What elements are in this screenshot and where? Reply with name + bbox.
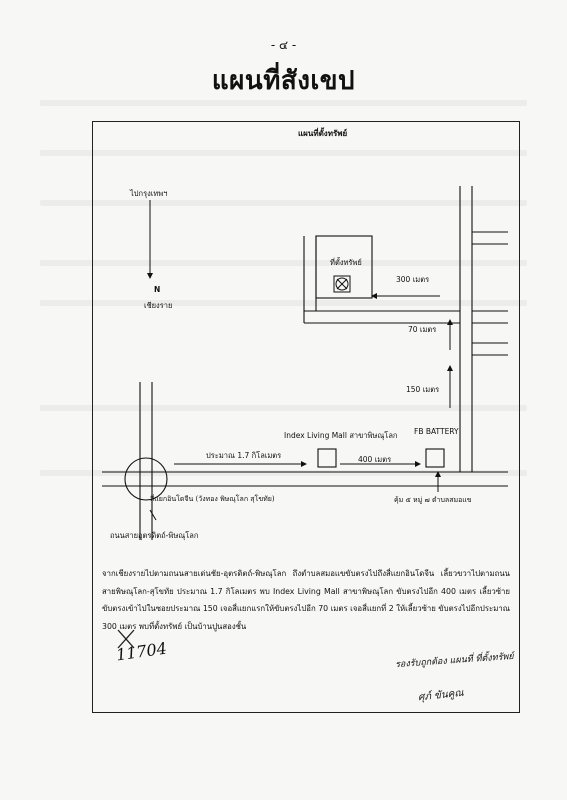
- label-400m: 400 เมตร: [358, 455, 392, 464]
- roundabout: [125, 458, 167, 500]
- label-chiang-rai: เชียงราย: [144, 301, 173, 310]
- label-70m: 70 เมตร: [408, 325, 437, 334]
- label-road: ถนนสายอุตรดิตถ์-พิษณุโลก: [110, 531, 199, 540]
- certification-note: รองรับถูกต้อง แผนที่ ที่ตั้งทรัพย์: [394, 651, 515, 671]
- label-1-7km: ประมาณ 1.7 กิโลเมตร: [206, 451, 282, 460]
- intersection-pointer: [150, 510, 156, 520]
- north-label: N: [154, 285, 161, 294]
- map-heading: แผนที่ตั้งทรัพย์: [298, 129, 348, 138]
- label-to-bangkok: ไปกรุงเทพฯ: [130, 189, 168, 198]
- route-description: จากเชียงรายไปตามถนนสายเด่นชัย-อุตรดิตถ์-พิษณุโลก ถึงตำบลสมอแขขับตรงไปถึงสี่แยกอินโดจีน เลี้ยวขวาไปตามถนนสายพิษณุโลก-สุโขทัย ประมาณ 1.7 กิโลเมตร พบ Index Living Mall สาขาพิษณุโลก ขับตรงไปอีก 400 เมตร เลี้ยวซ้าย ขับตรงเข้าไปในซอยประมาณ 150 เจอสี่แยกแรกให้ขับตรงไปอีก 70 เมตร เจอสี่แยกที่ 2 ให้เลี้ยวซ้าย ขับตรงไปอีกประมาณ 300 เมตร พบที่ตั้งทรัพย์ เป็นบ้านปูนสองชั้น: [102, 569, 510, 631]
- label-300m: 300 เมตร: [396, 275, 430, 284]
- fb-battery-box: [426, 449, 444, 467]
- label-village: คุ้ม ๕ หมู่ ๗ ตำบลสมอแข: [394, 496, 472, 504]
- signature: ศุภ์ ขันคูณ: [417, 687, 465, 704]
- index-mall-box: [318, 449, 336, 467]
- label-intersection: สี่แยกอินโดจีน (วังทอง พิษณุโลก สุโขทัย): [150, 495, 275, 503]
- handwritten-number: 11704: [114, 638, 168, 665]
- property-plot: [316, 236, 372, 298]
- label-150m: 150 เมตร: [406, 385, 440, 394]
- page-number: - ๔ -: [270, 38, 297, 52]
- label-fb-battery: FB BATTERY: [414, 427, 459, 436]
- label-property: ที่ตั้งทรัพย์: [330, 258, 362, 267]
- label-index-mall: Index Living Mall สาขาพิษณุโลก: [284, 431, 398, 440]
- page-title: แผนที่สังเขป: [211, 66, 356, 96]
